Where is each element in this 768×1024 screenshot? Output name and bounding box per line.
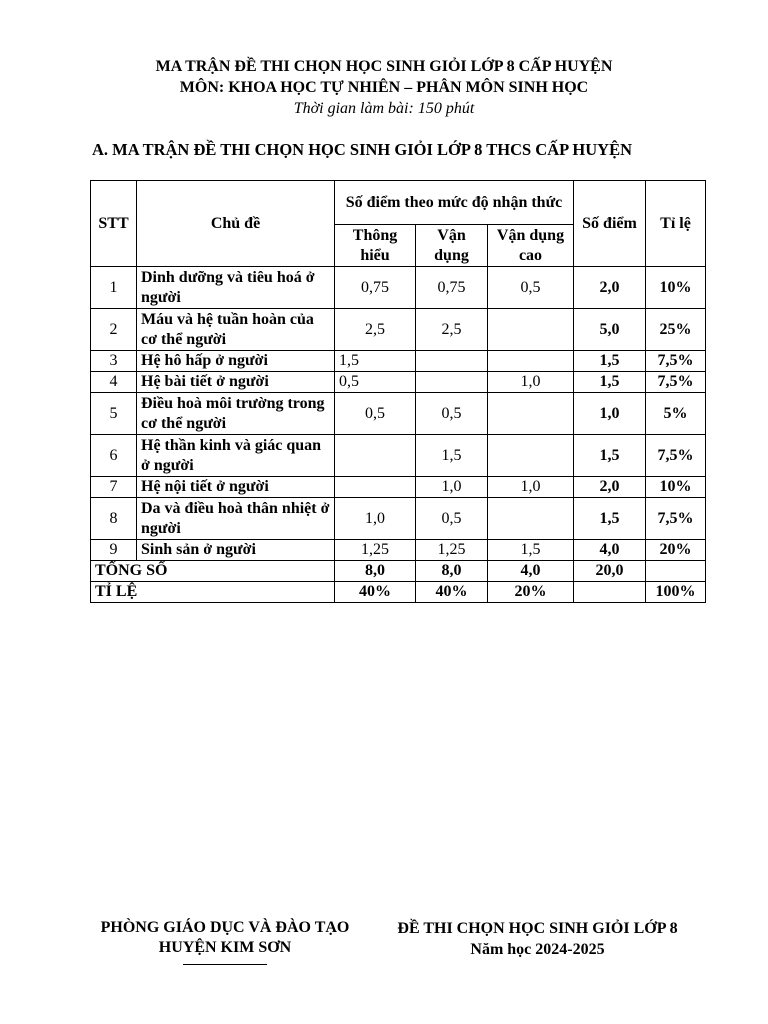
row-points: 1,5 <box>574 351 646 372</box>
header-level-application: Vận dụng <box>416 225 488 267</box>
row-level1: 0,5 <box>335 393 416 435</box>
header-topic: Chủ đề <box>137 181 335 267</box>
document-title-block <box>0 56 768 119</box>
row-ratio: 10% <box>646 477 706 498</box>
row-topic: Máu và hệ tuần hoàn của cơ thể người <box>137 309 335 351</box>
table-row <box>91 309 706 351</box>
row-level1: 1,0 <box>335 498 416 540</box>
total-ratio <box>646 561 706 582</box>
table-row <box>91 498 706 540</box>
document-subject: MÔN: KHOA HỌC TỰ NHIÊN – PHÂN MÔN SINH HỌC <box>179 79 589 96</box>
issuing-office-line2: HUYỆN KIM SƠN <box>158 939 292 956</box>
row-ratio: 7,5% <box>646 372 706 393</box>
total-level2: 8,0 <box>416 561 488 582</box>
table-row <box>91 267 706 309</box>
row-topic: Điều hoà môi trường trong cơ thể người <box>137 393 335 435</box>
table-row <box>91 393 706 435</box>
row-points: 1,5 <box>574 498 646 540</box>
row-points: 1,0 <box>574 393 646 435</box>
row-stt: 7 <box>91 477 137 498</box>
row-level3 <box>488 498 574 540</box>
row-level3 <box>488 393 574 435</box>
row-stt: 8 <box>91 498 137 540</box>
row-stt: 1 <box>91 267 137 309</box>
row-points: 2,0 <box>574 267 646 309</box>
total-level3: 4,0 <box>488 561 574 582</box>
row-level3: 0,5 <box>488 267 574 309</box>
row-topic: Hệ bài tiết ở người <box>137 372 335 393</box>
row-ratio: 7,5% <box>646 498 706 540</box>
exam-title: ĐỀ THI CHỌN HỌC SINH GIỎI LỚP 8 <box>397 920 678 937</box>
row-level1 <box>335 477 416 498</box>
row-level2 <box>416 372 488 393</box>
total-label: TỔNG SỐ <box>91 561 335 582</box>
row-stt: 3 <box>91 351 137 372</box>
ratio-level2: 40% <box>416 582 488 603</box>
header-stt: STT <box>91 181 137 267</box>
table-row <box>91 540 706 561</box>
row-level2: 1,25 <box>416 540 488 561</box>
row-level1: 1,25 <box>335 540 416 561</box>
row-ratio: 25% <box>646 309 706 351</box>
divider-line <box>183 964 267 965</box>
row-level2 <box>416 351 488 372</box>
row-ratio: 10% <box>646 267 706 309</box>
ratio-points <box>574 582 646 603</box>
row-ratio: 7,5% <box>646 351 706 372</box>
row-points: 4,0 <box>574 540 646 561</box>
row-level1: 2,5 <box>335 309 416 351</box>
ratio-level3: 20% <box>488 582 574 603</box>
row-level2: 0,75 <box>416 267 488 309</box>
total-points: 20,0 <box>574 561 646 582</box>
row-topic: Da và điều hoà thân nhiệt ở người <box>137 498 335 540</box>
row-topic: Hệ nội tiết ở người <box>137 477 335 498</box>
total-level1: 8,0 <box>335 561 416 582</box>
row-points: 5,0 <box>574 309 646 351</box>
row-level2: 1,5 <box>416 435 488 477</box>
header-level-comprehension: Thông hiểu <box>335 225 416 267</box>
issuing-office <box>90 918 360 965</box>
row-level3: 1,0 <box>488 372 574 393</box>
section-heading: A. MA TRẬN ĐỀ THI CHỌN HỌC SINH GIỎI LỚP 8 THCS CẤP HUYỆN <box>92 140 633 159</box>
row-stt: 5 <box>91 393 137 435</box>
row-ratio: 20% <box>646 540 706 561</box>
row-topic: Hệ thần kinh và giác quan ở người <box>137 435 335 477</box>
row-level2: 0,5 <box>416 393 488 435</box>
table-row <box>91 435 706 477</box>
row-points: 1,5 <box>574 435 646 477</box>
total-row <box>91 561 706 582</box>
table-row <box>91 477 706 498</box>
row-topic: Sinh sản ở người <box>137 540 335 561</box>
ratio-row <box>91 582 706 603</box>
row-points: 1,5 <box>574 372 646 393</box>
exam-duration: Thời gian làm bài: 150 phút <box>293 100 475 117</box>
header-points: Số điểm <box>574 181 646 267</box>
exam-title-block <box>375 918 700 960</box>
ratio-label: TỈ LỆ <box>91 582 335 603</box>
ratio-total: 100% <box>646 582 706 603</box>
row-topic: Hệ hô hấp ở người <box>137 351 335 372</box>
row-ratio: 5% <box>646 393 706 435</box>
row-points: 2,0 <box>574 477 646 498</box>
header-level-high-application: Vận dụng cao <box>488 225 574 267</box>
row-topic: Dinh dưỡng và tiêu hoá ở người <box>137 267 335 309</box>
header-ratio: Tỉ lệ <box>646 181 706 267</box>
row-level3 <box>488 435 574 477</box>
row-stt: 2 <box>91 309 137 351</box>
row-level1: 0,5 <box>335 372 416 393</box>
row-level2: 2,5 <box>416 309 488 351</box>
row-stt: 4 <box>91 372 137 393</box>
row-ratio: 7,5% <box>646 435 706 477</box>
table-row <box>91 351 706 372</box>
row-level2: 1,0 <box>416 477 488 498</box>
table-row <box>91 372 706 393</box>
row-stt: 9 <box>91 540 137 561</box>
row-level3 <box>488 351 574 372</box>
ratio-level1: 40% <box>335 582 416 603</box>
row-level1 <box>335 435 416 477</box>
row-level3 <box>488 309 574 351</box>
row-level3: 1,0 <box>488 477 574 498</box>
row-stt: 6 <box>91 435 137 477</box>
exam-matrix-table <box>90 180 706 603</box>
issuing-office-line1: PHÒNG GIÁO DỤC VÀ ĐÀO TẠO <box>100 919 350 936</box>
row-level2: 0,5 <box>416 498 488 540</box>
header-levels-group: Số điểm theo mức độ nhận thức <box>335 181 574 225</box>
school-year: Năm học 2024-2025 <box>470 941 605 958</box>
document-title: MA TRẬN ĐỀ THI CHỌN HỌC SINH GIỎI LỚP 8 CẤP HUYỆN <box>155 58 613 75</box>
row-level1: 0,75 <box>335 267 416 309</box>
row-level1: 1,5 <box>335 351 416 372</box>
row-level3: 1,5 <box>488 540 574 561</box>
